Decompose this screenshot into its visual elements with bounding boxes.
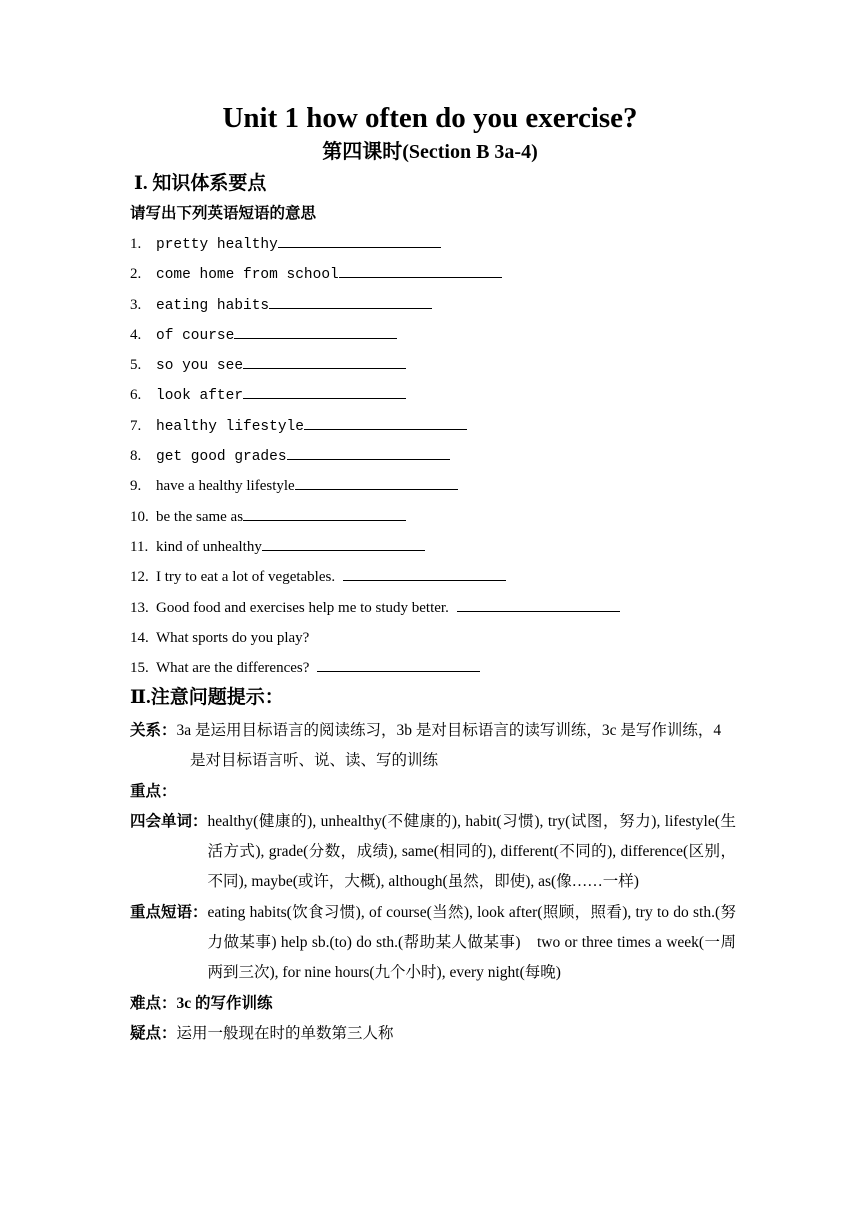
answer-blank[interactable] [304,415,467,430]
phrase-number: 13. [130,599,149,616]
phrase-item [130,323,620,353]
notes-block [130,716,736,1049]
answer-blank[interactable] [339,263,502,278]
section-1-instruction: 请写出下列英语短语的意思 [130,205,317,222]
phrase-item [130,505,620,535]
page-title: Unit 1 how often do you exercise? [222,102,638,134]
phrase-item [130,383,620,413]
answer-blank[interactable] [243,506,406,521]
difficult-label: 难点： [130,994,177,1012]
words-text: healthy(健康的), unhealthy(不健康的), habit(习惯), try(试图，努力), lifestyle(生活方式), grade(分数，成绩), same(相同的), different(不同的), difference(区别，不同), maybe(或许，大概), although(虽然，即使), as(像……一样) [207,812,736,891]
phrase-item [130,626,620,656]
section-1-heading: Ⅰ. 知识体系要点 [134,173,267,194]
phrase-number: 1. [130,236,142,252]
phrase-number: 4. [130,326,142,343]
phrase-list [130,232,620,686]
phrase-text: Good food and exercises help me to study better. [156,599,449,616]
phrase-text: What are the differences? [156,660,310,677]
phrase-number: 9. [130,478,142,495]
phrase-number: 11. [130,538,149,555]
phrase-text: healthy lifestyle [156,418,304,435]
phrase-number: 12. [130,569,149,586]
phrase-text: pretty healthy [156,237,278,253]
phrase-number: 8. [130,448,142,465]
phrase-text: so you see [156,358,244,375]
phrase-text: kind of unhealthy [156,538,262,555]
words-label: 四会单词： [130,812,208,830]
phrase-text: look after [156,388,244,405]
phrase-item [130,535,620,565]
answer-blank[interactable] [287,445,450,460]
phrase-item [130,262,620,292]
key-points-label: 重点： [130,782,177,800]
doubt-paragraph [130,1019,736,1049]
phrase-item [130,444,620,474]
phrase-text: What sports do you play? [156,629,310,646]
phrase-text: get good grades [156,449,287,466]
doubt-text: 运用一般现在时的单数第三人称 [176,1024,394,1042]
phrase-item [130,474,620,504]
phrase-number: 5. [130,357,142,374]
phrase-text: come home from school [156,267,339,284]
page-subtitle: 第四课时(Section B 3a-4) [322,141,538,163]
answer-blank[interactable] [343,566,506,581]
answer-blank[interactable] [457,597,620,612]
doubt-label: 疑点： [130,1024,177,1042]
answer-blank[interactable] [262,536,425,551]
phrase-text: I try to eat a lot of vegetables. [156,569,336,586]
phrase-number: 6. [130,387,142,404]
phrase-item [130,232,620,262]
phrase-item [130,565,620,595]
phrase-item [130,293,620,323]
phrase-text: be the same as [156,508,244,525]
words-paragraph [130,807,736,898]
answer-blank[interactable] [234,324,397,339]
phrases-label: 重点短语： [130,903,208,921]
phrase-text: of course [156,327,235,344]
phrase-item [130,353,620,383]
relation-label: 关系： [130,722,177,739]
answer-blank[interactable] [269,294,432,309]
answer-blank[interactable] [295,475,458,490]
phrases-paragraph [130,898,736,989]
phrase-number: 15. [130,660,149,677]
relation-paragraph [130,716,736,777]
relation-text: 3a 是运用目标语言的阅读练习，3b 是对目标语言的读写训练，3c 是写作训练，4 是对目标语言听、说、读、写的训练 [176,722,722,770]
phrase-item [130,596,620,626]
phrase-number: 7. [130,417,142,434]
phrase-number: 10. [130,508,149,525]
answer-blank[interactable] [317,657,480,672]
phrases-text: eating habits(饮食习惯), of course(当然), look after(照顾，照看), try to do sth.(努力做某事) help sb.(to) do sth.(帮助某人做某事) two or three times a week(一周两到三次), for nine hours(九个小时), every night(每晚) [207,903,736,982]
section-2-heading: Ⅱ.注意问题提示： [130,687,284,708]
phrase-item [130,414,620,444]
phrase-text: have a healthy lifestyle [156,478,295,495]
phrase-text: eating habits [156,297,270,314]
difficult-text: 3c 的写作训练 [176,994,273,1012]
answer-blank[interactable] [243,384,406,399]
phrase-number: 3. [130,296,142,313]
phrase-number: 14. [130,629,149,646]
answer-blank[interactable] [278,233,441,248]
answer-blank[interactable] [243,354,406,369]
phrase-item [130,656,620,686]
difficult-paragraph [130,989,736,1019]
phrase-number: 2. [130,266,142,283]
